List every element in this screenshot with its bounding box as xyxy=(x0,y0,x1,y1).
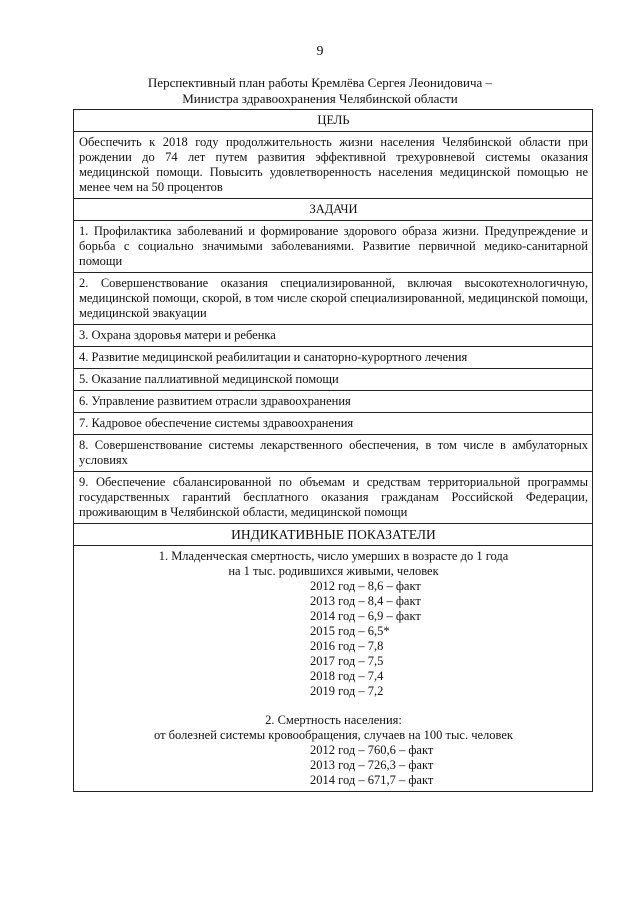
infant-mortality-title-line2: на 1 тыс. родившихся живыми, человек xyxy=(228,564,439,578)
goal-text: Обеспечить к 2018 году продолжительность жизни населения Челябинской области при рождении до 74 лет путем развития эффективной трехуровневой системы оказания медицинской помощи. Повысить удовлетворенность населения медицинской помощью не менее чем на 50 процентов xyxy=(74,132,593,199)
plan-title xyxy=(0,75,640,107)
task-item-3: 3. Охрана здоровья матери и ребенка xyxy=(74,325,593,347)
task-item-8: 8. Совершенствование системы лекарственного обеспечения, в том числе в амбулаторных условиях xyxy=(74,435,593,472)
plan-title-line1: Перспективный план работы Кремлёва Сергея Леонидовича – xyxy=(147,75,493,90)
infant-mortality-years xyxy=(310,579,450,699)
plan-table xyxy=(73,109,593,792)
year-row: 2014 год – 671,7 – факт xyxy=(310,773,434,787)
infant-mortality-title-line1: 1. Младенческая смертность, число умерших в возрасте до 1 года xyxy=(158,549,509,563)
task-item-2: 2. Совершенствование оказания специализированной, включая высокотехнологичную, медицинской помощи, скорой, в том числе скорой специализированной, медицинской помощи, медицинской эвакуации xyxy=(74,273,593,325)
task-item-1: 1. Профилактика заболеваний и формирование здорового образа жизни. Предупреждение и борьба с социально значимыми заболеваниями. Развитие первичной медико-санитарной помощи xyxy=(74,221,593,273)
mortality-title xyxy=(79,713,588,743)
task-item-7: 7. Кадровое обеспечение системы здравоохранения xyxy=(74,413,593,435)
indicators-header: ИНДИКАТИВНЫЕ ПОКАЗАТЕЛИ xyxy=(74,524,593,546)
mortality-years xyxy=(310,743,450,788)
year-row: 2014 год – 6,9 – факт xyxy=(310,609,421,623)
goal-header: ЦЕЛЬ xyxy=(74,110,593,132)
year-row: 2013 год – 8,4 – факт xyxy=(310,594,421,608)
year-row: 2015 год – 6,5* xyxy=(310,624,390,638)
year-row: 2012 год – 760,6 – факт xyxy=(310,743,434,757)
year-row: 2012 год – 8,6 – факт xyxy=(310,579,421,593)
task-item-4: 4. Развитие медицинской реабилитации и санаторно-курортного лечения xyxy=(74,347,593,369)
task-item-9: 9. Обеспечение сбалансированной по объемам и средствам территориальной программы государственных гарантий бесплатного оказания гражданам Российской Федерации, проживающим в Челябинской области, медицинской помощи xyxy=(74,472,593,524)
year-row: 2013 год – 726,3 – факт xyxy=(310,758,434,772)
mortality-title-line1: 2. Смертность населения: xyxy=(265,713,402,727)
page-number: 9 xyxy=(316,44,324,59)
infant-mortality-title xyxy=(79,549,588,579)
indicators-body xyxy=(74,546,593,792)
tasks-header: ЗАДАЧИ xyxy=(74,199,593,221)
plan-title-line2: Министра здравоохранения Челябинской области xyxy=(182,91,458,106)
year-row: 2017 год – 7,5 xyxy=(310,654,384,668)
year-row: 2019 год – 7,2 xyxy=(310,684,384,698)
mortality-title-line2: от болезней системы кровообращения, случаев на 100 тыс. человек xyxy=(154,728,513,742)
year-row: 2016 год – 7,8 xyxy=(310,639,384,653)
year-row: 2018 год – 7,4 xyxy=(310,669,384,683)
task-item-5: 5. Оказание паллиативной медицинской помощи xyxy=(74,369,593,391)
task-item-6: 6. Управление развитием отрасли здравоохранения xyxy=(74,391,593,413)
